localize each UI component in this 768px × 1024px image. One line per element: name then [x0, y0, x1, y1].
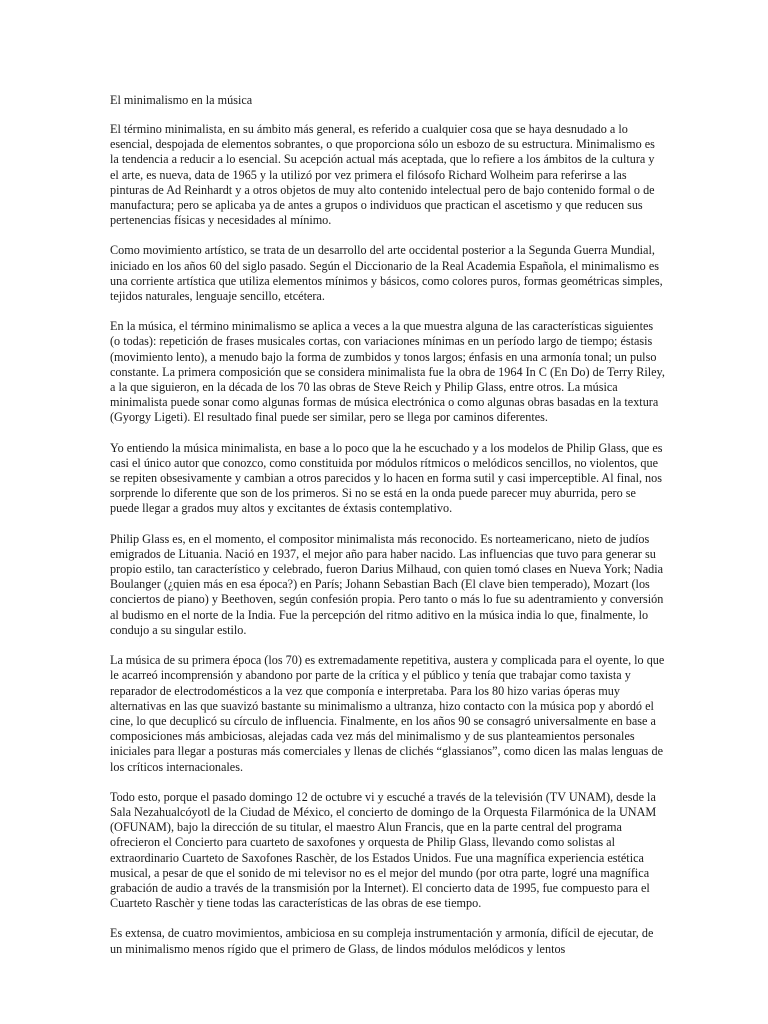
document-title: El minimalismo en la música: [110, 93, 253, 107]
paragraph-definition: El término minimalista, en su ámbito más general, es referido a cualquier cosa que se haya desnudado a lo esencial, despojada de elementos sobrantes, o que proporciona sólo un esbozo de su estructura. Minimalismo es la tendencia a reducir a lo esencial. Su acepción actual más aceptada, que lo refiere a los ámbitos de la cultura y el arte, es nueva, data de 1965 y la utilizó por vez primera el filósofo Richard Wolheim para referirse a las pinturas de Ad Reinhardt y a otros objetos de muy alto contenido intelectual pero de bajo contenido formal o de manufactura; pero se aplicaba ya de antes a grupos o individuos que practican el ascetismo y que reducen sus pertenencias físicas y necesidades al mínimo.: [110, 122, 655, 228]
paragraph-description: Es extensa, de cuatro movimientos, ambiciosa en su compleja instrumentación y armonía, difícil de ejecutar, de un minimalismo menos rígido que el primero de Glass, de lindos módulos melódicos y lentos: [110, 926, 654, 956]
paragraph-first-era: La música de su primera época (los 70) es extremadamente repetitiva, austera y complicada para el oyente, lo que le acarreó incomprensión y abandono por parte de la crítica y el público y tenía que trabajar como taxista y reparador de electrodomésticos a la vez que componía e interpretaba. Para los 80 hizo varias óperas muy alternativas en las que suavizó bastante su minimalismo a ultranza, hizo contacto con la música pop y abordó el cine, lo que decuplicó su círculo de influencia. Finalmente, en los años 90 se consagró universalmente en base a composiciones más ambiciosas, alejadas cada vez más del minimalismo y de sus planteamientos personales iniciales para llegar a posturas más comerciales y llenas de clichés “glassianos”, como dicen las malas lenguas de los críticos internacionales.: [110, 653, 665, 774]
paragraph-philip-glass: Philip Glass es, en el momento, el compositor minimalista más reconocido. Es norteamericano, nieto de judíos emigrados de Lituania. Nació en 1937, el mejor año para haber nacido. Las influencias que tuvo para generar su propio estilo, tan característico y celebrado, fueron Darius Milhaud, con quien tomó clases en Nueva York; Nadia Boulanger (¿quien más en esa época?) en París; Johann Sebastian Bach (El clave bien temperado), Mozart (los conciertos de piano) y Beethoven, según confesión propia. Pero tanto o más lo fue su adentramiento y conversión al budismo en el norte de la India. Fue la percepción del ritmo aditivo en la música india lo que, finalmente, lo condujo a su singular estilo.: [110, 531, 664, 637]
paragraph-music: En la música, el término minimalismo se aplica a veces a la que muestra alguna de las características siguientes (o todas): repetición de frases musicales cortas, con variaciones mínimas en un período largo de tiempo; éstasis (movimiento lento), a menudo bajo la forma de zumbidos y tonos largos; énfasis en una armonía tonal; un pulso constante. La primera composición que se considera minimalista fue la obra de 1964 In C (En Do) de Terry Riley, a la que siguieron, en la década de los 70 las obras de Steve Reich y Philip Glass, entre otros. La música minimalista puede sonar como algunas formas de música electrónica o como algunas obras basadas en la textura (Gyorgy Ligeti). El resultado final puede ser similar, pero se llega por caminos diferentes.: [110, 319, 665, 425]
paragraph-personal-view: Yo entiendo la música minimalista, en base a lo poco que la he escuchado y a los modelos de Philip Glass, que es casi el único autor que conozco, como constituida por módulos rítmicos o melódicos sencillos, no violentos, que se repiten obsesivamente y cambian a otros parecidos y lo hacen en forma sutil y casi imperceptible. Al final, nos sorprende lo diferente que son de los primeros. Si no se está en la onda puede parecer muy aburrida, pero se puede llegar a grados muy altos y excitantes de éxtasis contemplativo.: [110, 440, 663, 516]
paragraph-concert: Todo esto, porque el pasado domingo 12 de octubre vi y escuché a través de la televisión (TV UNAM), desde la Sala Nezahualcóyotl de la Ciudad de México, el concierto de domingo de la Orquesta Filarmónica de la UNAM (OFUNAM), bajo la dirección de su titular, el maestro Alun Francis, que en la parte central del programa ofrecieron el Concierto para cuarteto de saxofones y orquesta de Philip Glass, llevando como solistas al extraordinario Cuarteto de Saxofones Raschèr, de los Estados Unidos. Fue una magnífica experiencia estética musical, a pesar de que el sonido de mi televisor no es el mejor del mundo (por otra parte, logré una magnífica grabación de audio a través de la transmisión por la Internet). El concierto data de 1995, fue compuesto para el Cuarteto Raschèr y tiene todas las características de las obras de ese tiempo.: [110, 789, 657, 911]
paragraph-art-movement: Como movimiento artístico, se trata de un desarrollo del arte occidental posterior a la Segunda Guerra Mundial, iniciado en los años 60 del siglo pasado. Según el Diccionario de la Real Academia Española, el minimalismo es una corriente artística que utiliza elementos mínimos y básicos, como colores puros, formas geométricas simples, tejidos naturales, lenguaje sencillo, etcétera.: [110, 243, 663, 304]
